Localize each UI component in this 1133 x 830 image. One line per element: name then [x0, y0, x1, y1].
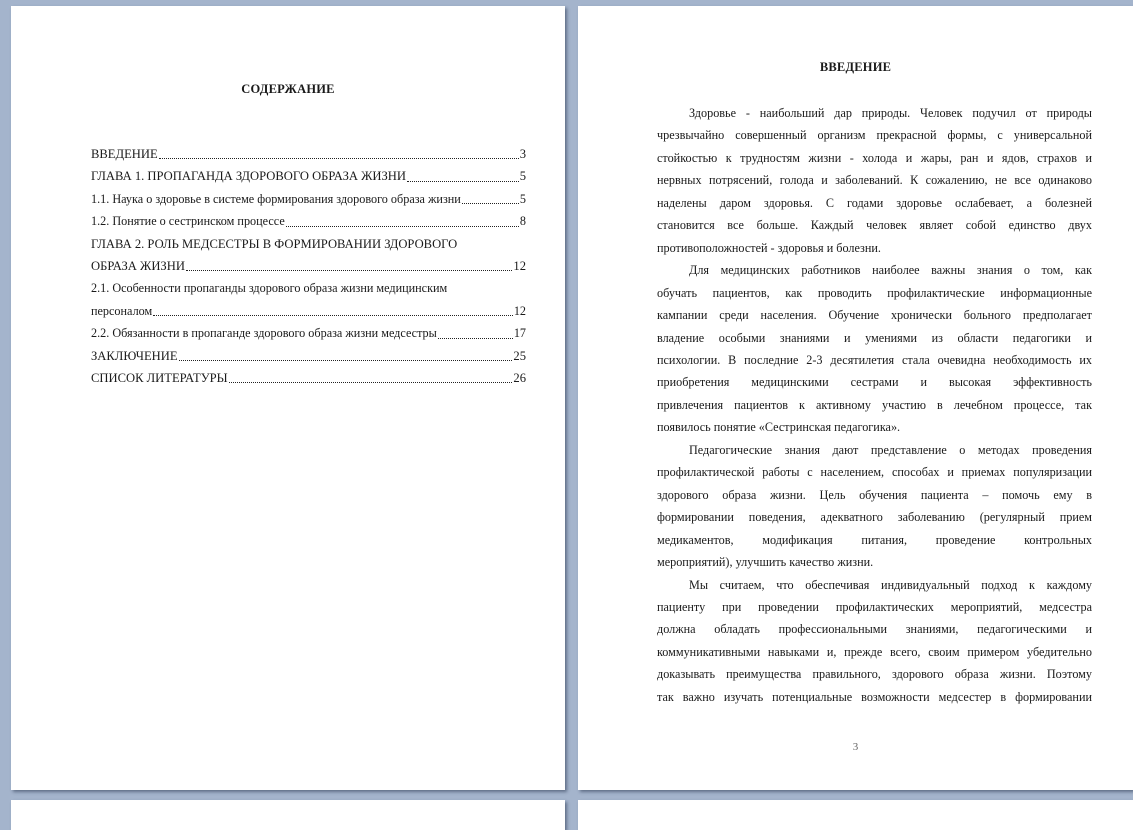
toc-entry-title: 2.2. Обязанности в пропаганде здорового образа жизни медсестры [91, 326, 437, 341]
toc-entry [91, 143, 526, 165]
toc-leader-dots [462, 202, 519, 204]
toc-entry [91, 277, 526, 322]
text-line: так важно изучать потенциальные возможности медсестер в формировании [657, 689, 1092, 704]
toc-entry [91, 210, 526, 232]
toc-leader-dots [186, 269, 512, 271]
toc-leader-dots [286, 225, 519, 227]
text-line: должна обладать профессиональными знаниями, педагогическими и [657, 622, 1092, 637]
text-line: Педагогические знания дают представление о методах проведения [689, 442, 1092, 457]
toc-entry-page-number: 3 [519, 147, 526, 161]
toc-entry-page-number: 8 [519, 214, 526, 229]
intro-paragraph [657, 102, 1092, 259]
toc-entry [91, 233, 526, 278]
intro-paragraph [657, 439, 1092, 574]
toc-entry-title: ОБРАЗА ЖИЗНИ [91, 259, 185, 274]
toc-entry-page-number: 5 [519, 169, 526, 184]
toc-entry-title: 1.2. Понятие о сестринском процессе [91, 214, 285, 229]
toc-entry-title: ГЛАВА 2. РОЛЬ МЕДСЕСТРЫ В ФОРМИРОВАНИИ ЗДОРОВОГО [91, 236, 458, 251]
intro-paragraph [657, 259, 1092, 439]
text-line: стойкостью к трудностям жизни - холода и жары, ран и ядов, страхов и [657, 150, 1092, 165]
text-line: Для медицинских работников наиболее важны знания о том, как [689, 263, 1092, 278]
toc-entry-page-number: 17 [513, 326, 526, 341]
text-line: мероприятий), улучшить качество жизни. [657, 555, 874, 570]
next-page-right [578, 800, 1133, 830]
toc-heading: СОДЕРЖАНИЕ [241, 82, 335, 96]
toc-entry [91, 345, 526, 367]
toc-entry [91, 322, 526, 344]
toc-leader-dots [407, 180, 519, 182]
text-line: здорового образа жизни. Цель обучения пациента – помочь ему в [657, 487, 1092, 502]
toc-entry-title: 1.1. Наука о здоровье в системе формирования здорового образа жизни [91, 191, 461, 206]
toc-entry-title: персоналом [91, 303, 153, 318]
text-line: появилось понятие «Сестринская педагогика». [657, 420, 901, 435]
text-line: приобретения медицинскими сестрами и высокая эффективность [657, 375, 1092, 390]
toc-entry-page-number: 12 [513, 259, 526, 274]
toc-leader-dots [179, 359, 513, 361]
intro-heading: ВВЕДЕНИЕ [819, 60, 892, 74]
text-line: нервных потрясений, голода и заболеваний. К сожалению, не все одинаково [657, 173, 1092, 188]
text-line: формировании поведения, адекватного заболеванию (регулярный прием [657, 510, 1092, 525]
toc-entry-page-number: 5 [519, 191, 526, 206]
toc-entry-page-number: 26 [513, 371, 526, 386]
text-line: пациенту при проведении профилактических мероприятий, медсестра [657, 599, 1092, 614]
text-line: Мы считаем, что обеспечивая индивидуальный подход к каждому [689, 577, 1092, 592]
intro-paragraph [657, 574, 1092, 709]
text-line: коммуникативными навыками и, прежде всего, своим примером убедительно [657, 644, 1092, 659]
toc-leader-dots [438, 337, 513, 339]
text-line: доказывать преимущества правильного, здорового образа жизни. Поэтому [657, 667, 1092, 682]
toc-leader-dots [229, 381, 513, 383]
toc-entry [91, 188, 526, 210]
toc-entry-title: СПИСОК ЛИТЕРАТУРЫ [91, 371, 228, 386]
text-line: Здоровье - наибольший дар природы. Человек подучил от природы [689, 106, 1092, 120]
toc-entry-title: 2.1. Особенности пропаганды здорового образа жизни медицинским [91, 281, 448, 296]
toc-entry-page-number: 25 [513, 348, 526, 363]
text-line: привлечения пациентов к активному участию в лечебном процессе, так [657, 397, 1092, 412]
text-line: медикаментов, модификация питания, проведение контрольных [657, 532, 1092, 547]
toc-leader-dots [159, 157, 519, 159]
intro-body [657, 102, 1092, 708]
toc-entry [91, 165, 526, 187]
text-line: противоположностей - здоровья и болезни. [657, 240, 881, 255]
text-line: чрезвычайно совершенный организм прекрасной формы, с универсальной [657, 128, 1092, 143]
toc-entry-page-number: 12 [513, 303, 526, 318]
next-page-left [11, 800, 565, 830]
text-line: профилактической работы с населением, способах и приемах популяризации [657, 465, 1092, 480]
toc-list [91, 143, 526, 389]
page-number: 3 [852, 741, 859, 753]
toc-entry-title: ВВЕДЕНИЕ [91, 147, 158, 161]
toc-entry [91, 367, 526, 389]
text-line: кампании среди населения. Обучение хронически больного предполагает [657, 308, 1092, 323]
text-line: обучать пациентов, как проводить профилактические информационные [657, 285, 1092, 300]
toc-entry-title: ЗАКЛЮЧЕНИЕ [91, 348, 178, 363]
text-line: психологии. В последние 2-3 десятилетия стала очевидна необходимость их [657, 352, 1092, 367]
text-line: владение особыми знаниями и умениями из области педагогики и [657, 330, 1092, 345]
text-line: становится все больше. Каждый человек являет собой единство двух [657, 218, 1092, 233]
toc-leader-dots [153, 314, 513, 316]
intro-page [578, 6, 1133, 790]
toc-entry-title: ГЛАВА 1. ПРОПАГАНДА ЗДОРОВОГО ОБРАЗА ЖИЗНИ [91, 169, 406, 184]
text-line: наделены даром здоровья. С годами здоровье ослабевает, а болезней [657, 195, 1092, 210]
toc-page [11, 6, 565, 790]
